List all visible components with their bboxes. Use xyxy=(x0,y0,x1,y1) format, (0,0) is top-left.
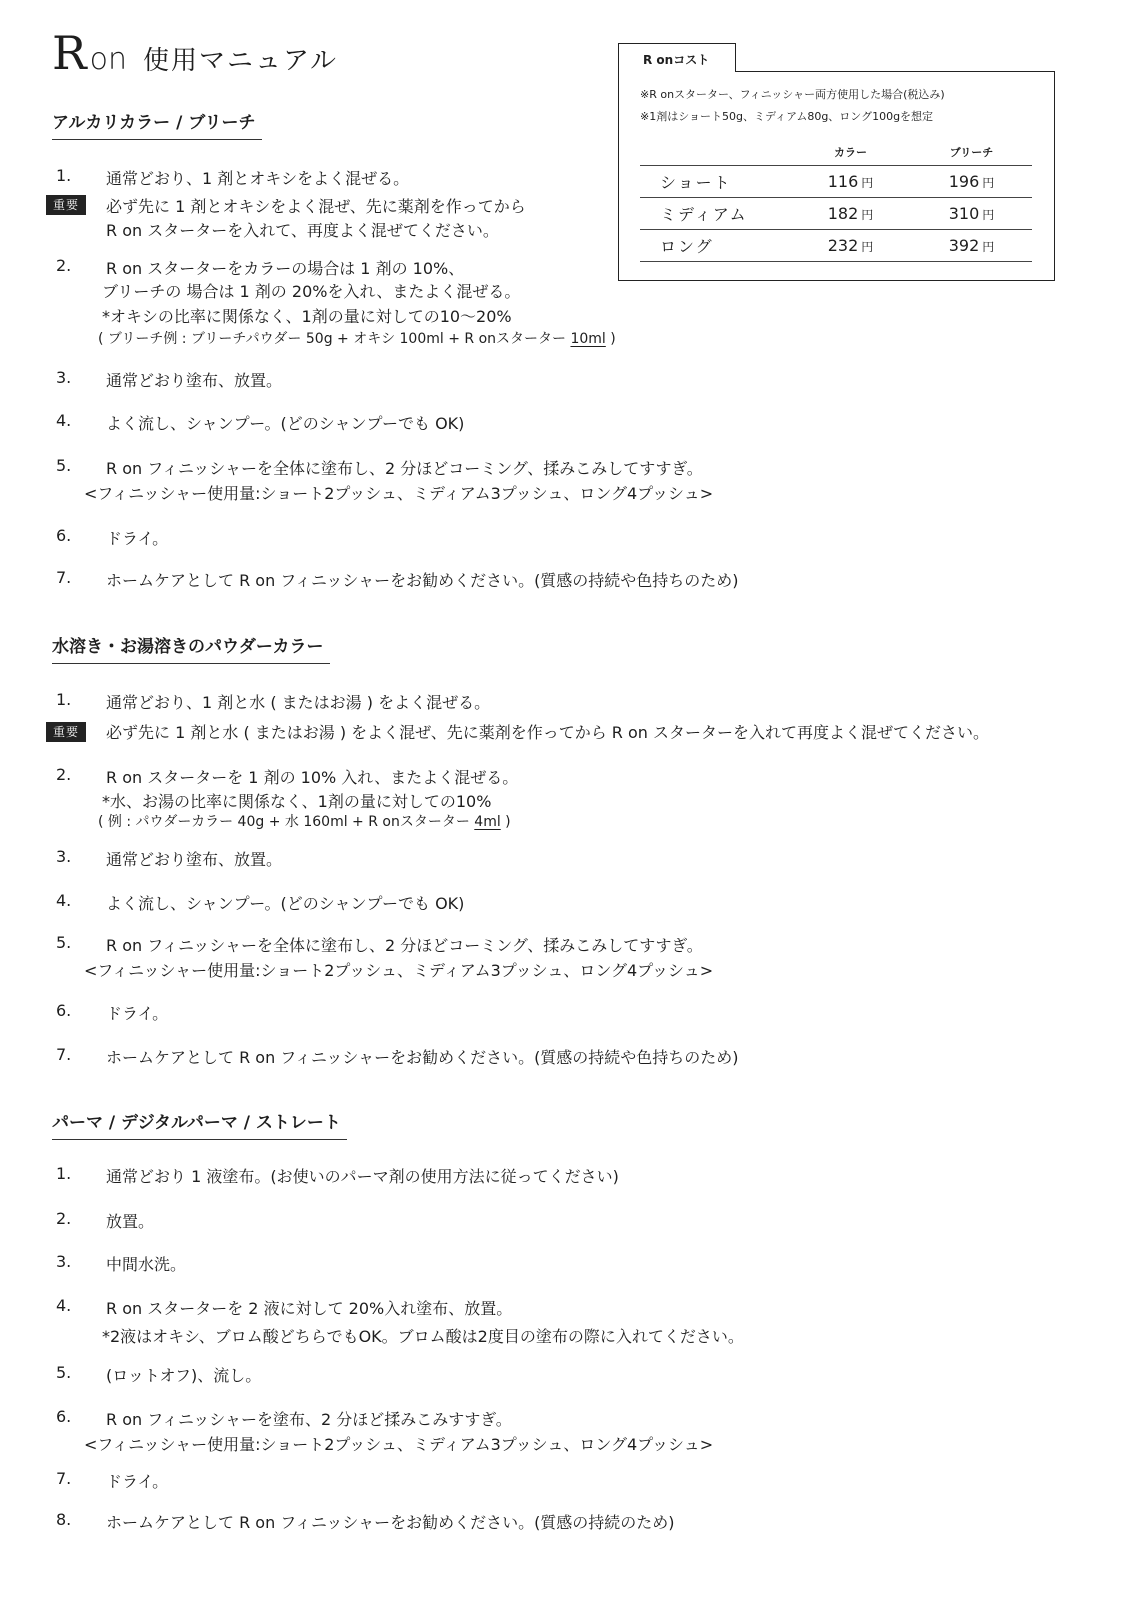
step-number: 1. xyxy=(56,1164,72,1183)
step-number: 8. xyxy=(56,1510,72,1529)
step-detail: ブリーチの 場合は 1 剤の 20%を入れ、またよく混ぜる。 xyxy=(102,282,521,301)
step-text: (ロットオフ)、流し。 xyxy=(106,1366,262,1385)
size-label: ミディアム xyxy=(640,198,790,230)
step-text: 通常どおり塗布、放置。 xyxy=(106,371,283,390)
header-color: カラー xyxy=(790,142,911,166)
step-number: 5. xyxy=(56,456,72,475)
step-text: R on フィニッシャーを全体に塗布し、2 分ほどコーミング、揉みこみしてすすぎ。 xyxy=(106,936,703,955)
bleach-cost: 310 xyxy=(948,204,980,223)
size-label: ロング xyxy=(640,230,790,262)
step-number: 6. xyxy=(56,1407,72,1426)
cost-row-medium xyxy=(640,198,1032,230)
yen-unit: 円 xyxy=(982,208,995,222)
important-note: 必ず先に 1 剤とオキシをよく混ぜ、先に薬剤を作ってから xyxy=(106,197,526,216)
step-detail: *水、お湯の比率に関係なく、1剤の量に対しての10% xyxy=(102,792,492,811)
step-number: 2. xyxy=(56,1209,72,1228)
step-text: 放置。 xyxy=(106,1212,155,1231)
title-brand-r: R xyxy=(52,26,88,80)
cost-note-2: ※1剤はショート50g、ミディアム80g、ロング100gを想定 xyxy=(640,110,934,123)
header-bleach: ブリーチ xyxy=(911,142,1032,166)
step-text: ホームケアとして R on フィニッシャーをお勧めください。(質感の持続や色持ちのため) xyxy=(106,1048,739,1067)
color-cost: 232 xyxy=(827,236,859,255)
step-text: R on スターターをカラーの場合は 1 剤の 10%、 xyxy=(106,259,465,278)
step-text: よく流し、シャンプー。(どのシャンプーでも OK) xyxy=(106,894,465,913)
step-detail: <フィニッシャー使用量:ショート2プッシュ、ミディアム3プッシュ、ロング4プッシュ> xyxy=(84,484,714,503)
step-number: 3. xyxy=(56,847,72,866)
step-number: 6. xyxy=(56,526,72,545)
yen-unit: 円 xyxy=(982,240,995,254)
step-number: 5. xyxy=(56,1363,72,1382)
step-detail: <フィニッシャー使用量:ショート2プッシュ、ミディアム3プッシュ、ロング4プッシュ> xyxy=(84,961,714,980)
step-text: ドライ。 xyxy=(106,529,169,548)
yen-unit: 円 xyxy=(861,240,874,254)
bleach-cost: 196 xyxy=(948,172,980,191)
step-number: 7. xyxy=(56,1469,72,1488)
step-detail: *2液はオキシ、ブロム酸どちらでもOK。ブロム酸は2度目の塗布の際に入れてください。 xyxy=(102,1327,744,1346)
cost-row-long xyxy=(640,230,1032,262)
step-number: 1. xyxy=(56,690,72,709)
color-cost: 116 xyxy=(827,172,859,191)
bleach-cost: 392 xyxy=(948,236,980,255)
step-detail: <フィニッシャー使用量:ショート2プッシュ、ミディアム3プッシュ、ロング4プッシュ> xyxy=(84,1435,714,1454)
example-amount: 10ml xyxy=(570,331,606,347)
important-badge: 重要 xyxy=(46,722,86,742)
step-number: 5. xyxy=(56,933,72,952)
step-text: R on スターターを 2 液に対して 20%入れ塗布、放置。 xyxy=(106,1299,513,1318)
step-text: 通常どおり、1 剤とオキシをよく混ぜる。 xyxy=(106,169,410,188)
cost-note-1: ※R onスターター、フィニッシャー両方使用した場合(税込み) xyxy=(640,88,945,101)
title-text: 使用マニュアル xyxy=(143,46,338,76)
step-number: 3. xyxy=(56,368,72,387)
step-text: ホームケアとして R on フィニッシャーをお勧めください。(質感の持続のため) xyxy=(106,1513,675,1532)
cost-table-header xyxy=(640,142,1032,166)
important-note: 必ず先に 1 剤と水 ( またはお湯 ) をよく混ぜ、先に薬剤を作ってから R on スターターを入れて再度よく混ぜてください。 xyxy=(106,723,990,742)
step-text: ドライ。 xyxy=(106,1004,169,1023)
title-brand-on: on xyxy=(89,42,128,77)
step-text: 通常どおり 1 液塗布。(お使いのパーマ剤の使用方法に従ってください) xyxy=(106,1167,619,1186)
example-amount: 4ml xyxy=(474,814,501,830)
step-number: 2. xyxy=(56,765,72,784)
step-number: 4. xyxy=(56,1296,72,1315)
section-heading-perm: パーマ / デジタルパーマ / ストレート xyxy=(52,1108,347,1140)
step-text: よく流し、シャンプー。(どのシャンプーでも OK) xyxy=(106,414,465,433)
step-text: R on フィニッシャーを塗布、2 分ほど揉みこみすすぎ。 xyxy=(106,1410,512,1429)
step-example: ( 例 : パウダーカラー 40g + 水 160ml + R onスターター 4ml ) xyxy=(98,814,511,830)
size-label: ショート xyxy=(640,166,790,198)
cost-box-tab: R onコスト xyxy=(618,43,736,72)
section-heading-alkali: アルカリカラー / ブリーチ xyxy=(52,108,262,140)
yen-unit: 円 xyxy=(861,208,874,222)
color-cost: 182 xyxy=(827,204,859,223)
cost-table xyxy=(640,142,1032,262)
step-number: 6. xyxy=(56,1001,72,1020)
step-number: 7. xyxy=(56,1045,72,1064)
step-number: 1. xyxy=(56,166,72,185)
step-text: R on フィニッシャーを全体に塗布し、2 分ほどコーミング、揉みこみしてすすぎ。 xyxy=(106,459,703,478)
yen-unit: 円 xyxy=(982,176,995,190)
step-text: R on スターターを 1 剤の 10% 入れ、またよく混ぜる。 xyxy=(106,768,519,787)
step-number: 3. xyxy=(56,1252,72,1271)
step-text: ホームケアとして R on フィニッシャーをお勧めください。(質感の持続や色持ちのため) xyxy=(106,571,739,590)
cost-row-short xyxy=(640,166,1032,198)
section-heading-powder: 水溶き・お湯溶きのパウダーカラー xyxy=(52,632,330,664)
step-text: 中間水洗。 xyxy=(106,1255,187,1274)
step-detail: *オキシの比率に関係なく、1剤の量に対しての10〜20% xyxy=(102,307,512,326)
page-title xyxy=(52,26,338,80)
step-text: ドライ。 xyxy=(106,1472,169,1491)
step-number: 7. xyxy=(56,568,72,587)
step-number: 2. xyxy=(56,256,72,275)
step-number: 4. xyxy=(56,411,72,430)
step-number: 4. xyxy=(56,891,72,910)
important-badge: 重要 xyxy=(46,195,86,215)
yen-unit: 円 xyxy=(861,176,874,190)
step-text: 通常どおり、1 剤と水 ( またはお湯 ) をよく混ぜる。 xyxy=(106,693,491,712)
step-text: 通常どおり塗布、放置。 xyxy=(106,850,283,869)
important-note-2: R on スターターを入れて、再度よく混ぜてください。 xyxy=(106,221,499,240)
step-example: ( ブリーチ例 : ブリーチパウダー 50g + オキシ 100ml + R onスターター 10ml ) xyxy=(98,331,616,347)
